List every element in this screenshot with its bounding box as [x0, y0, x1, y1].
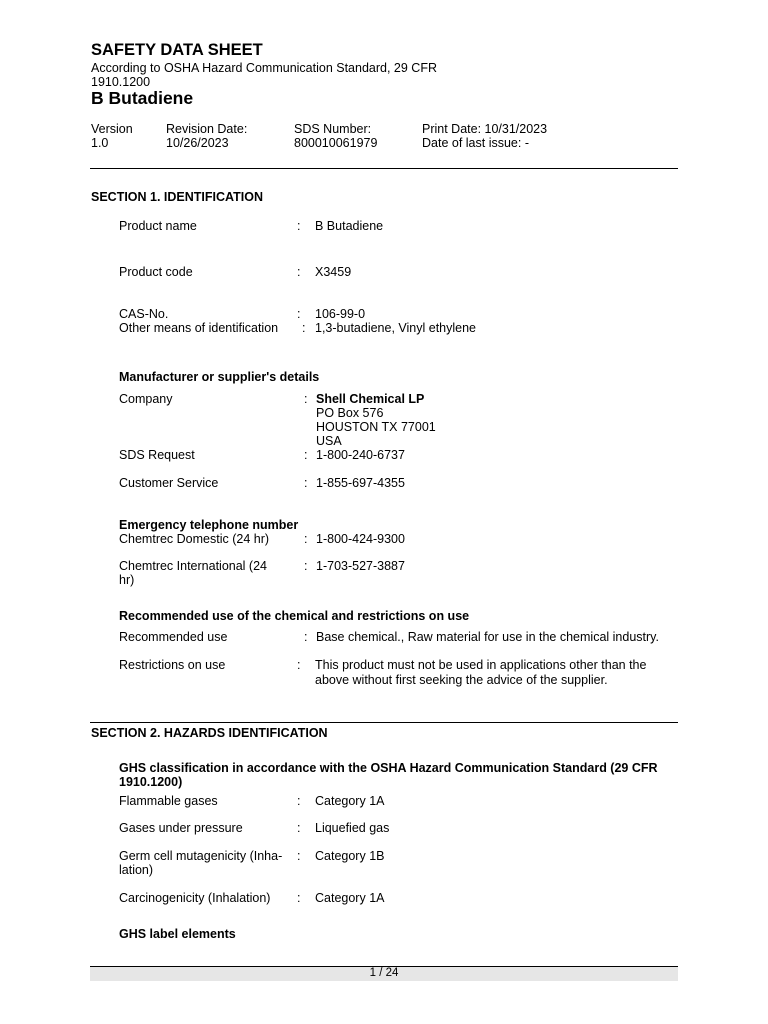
germ-cell-mutagenicity-label-line-1: Germ cell mutagenicity (Inha- [119, 849, 283, 863]
separator: : [297, 794, 301, 808]
germ-cell-mutagenicity-value: Category 1B [315, 849, 385, 863]
company-address-line-2: HOUSTON TX 77001 [316, 420, 436, 434]
other-means-label: Other means of identification [119, 321, 279, 335]
product-name-label: Product name [119, 219, 197, 233]
chemtrec-international-label-line-1: Chemtrec International (24 [119, 559, 267, 573]
separator: : [304, 392, 308, 406]
cas-number-label: CAS-No. [119, 307, 169, 321]
page-number: 1 / 24 [369, 967, 399, 979]
gases-under-pressure-label: Gases under pressure [119, 821, 243, 835]
ghs-classification-heading-line-2: 1910.1200) [119, 775, 183, 789]
separator: : [304, 532, 308, 546]
customer-service-value: 1-855-697-4355 [316, 476, 405, 490]
carcinogenicity-label: Carcinogenicity (Inhalation) [119, 891, 271, 905]
flammable-gases-label: Flammable gases [119, 794, 218, 808]
product-code-label: Product code [119, 265, 193, 279]
recommended-use-label: Recommended use [119, 630, 228, 644]
version-value: 1.0 [91, 136, 109, 150]
emergency-heading: Emergency telephone number [119, 518, 299, 532]
company-name: Shell Chemical LP [316, 392, 425, 406]
separator: : [304, 476, 308, 490]
product-title: B Butadiene [91, 88, 194, 108]
recommended-use-value: Base chemical., Raw material for use in the chemical industry. [316, 630, 659, 644]
header-divider [90, 168, 678, 169]
restrictions-label: Restrictions on use [119, 658, 226, 672]
separator: : [297, 265, 301, 279]
separator: : [297, 821, 301, 835]
separator: : [302, 321, 306, 335]
company-address-line-3: USA [316, 434, 342, 448]
section-1-title: SECTION 1. IDENTIFICATION [91, 190, 263, 204]
product-code-value: X3459 [315, 265, 352, 279]
restrictions-value-line-1: This product must not be used in applications other than the [315, 658, 647, 672]
sds-request-value: 1-800-240-6737 [316, 448, 405, 462]
other-means-value: 1,3-butadiene, Vinyl ethylene [315, 321, 476, 335]
germ-cell-mutagenicity-label-line-2: lation) [119, 863, 154, 877]
version-label: Version [91, 122, 133, 136]
chemtrec-international-label-line-2: hr) [119, 573, 135, 587]
page-footer [90, 966, 678, 981]
carcinogenicity-value: Category 1A [315, 891, 385, 905]
separator: : [297, 307, 301, 321]
section-2-divider [90, 722, 678, 723]
manufacturer-heading: Manufacturer or supplier's details [119, 370, 320, 384]
separator: : [297, 891, 301, 905]
separator: : [304, 448, 308, 462]
last-issue-date: Date of last issue: - [422, 136, 529, 150]
separator: : [297, 658, 301, 672]
ghs-label-elements-heading: GHS label elements [119, 927, 236, 941]
sds-request-label: SDS Request [119, 448, 195, 462]
document-subtitle-line-1: According to OSHA Hazard Communication Standard, 29 CFR [91, 61, 437, 75]
separator: : [304, 630, 308, 644]
separator: : [297, 219, 301, 233]
sds-number-value: 800010061979 [294, 136, 378, 150]
document-subtitle-line-2: 1910.1200 [91, 75, 151, 89]
revision-date-label: Revision Date: [166, 122, 248, 136]
chemtrec-domestic-label: Chemtrec Domestic (24 hr) [119, 532, 270, 546]
ghs-classification-heading-line-1: GHS classification in accordance with the OSHA Hazard Communication Standard (29 CFR [119, 761, 658, 775]
separator: : [304, 559, 308, 573]
company-label: Company [119, 392, 173, 406]
restrictions-value-line-2: above without first seeking the advice of the supplier. [315, 673, 608, 687]
chemtrec-international-value: 1-703-527-3887 [316, 559, 405, 573]
customer-service-label: Customer Service [119, 476, 219, 490]
section-2-title: SECTION 2. HAZARDS IDENTIFICATION [91, 726, 328, 740]
gases-under-pressure-value: Liquefied gas [315, 821, 390, 835]
document-title: SAFETY DATA SHEET [91, 41, 263, 59]
recommended-use-heading: Recommended use of the chemical and restrictions on use [119, 609, 470, 623]
revision-date-value: 10/26/2023 [166, 136, 229, 150]
cas-number-value: 106-99-0 [315, 307, 366, 321]
product-name-value: B Butadiene [315, 219, 384, 233]
print-date: Print Date: 10/31/2023 [422, 122, 548, 136]
separator: : [297, 849, 301, 863]
chemtrec-domestic-value: 1-800-424-9300 [316, 532, 405, 546]
sds-number-label: SDS Number: [294, 122, 372, 136]
company-address-line-1: PO Box 576 [316, 406, 384, 420]
flammable-gases-value: Category 1A [315, 794, 385, 808]
